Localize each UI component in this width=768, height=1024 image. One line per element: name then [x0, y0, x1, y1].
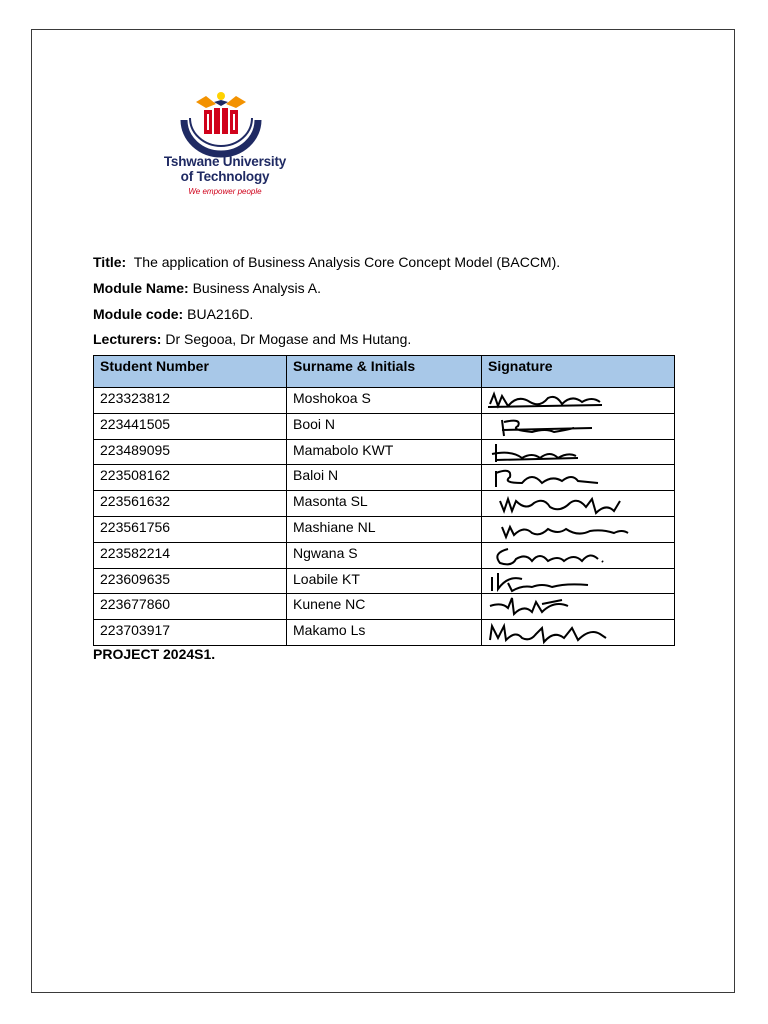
lecturers-line [93, 331, 411, 347]
signature-scribble [482, 620, 675, 646]
logo-wordmark [145, 154, 305, 184]
student-number-cell: 223677860 [94, 594, 287, 620]
student-number-cell: 223489095 [94, 439, 287, 465]
student-name-cell: Loabile KT [287, 568, 482, 594]
signature-cell [482, 439, 675, 465]
tut-emblem-icon [176, 88, 266, 158]
student-number-cell: 223609635 [94, 568, 287, 594]
student-name-cell: Ngwana S [287, 542, 482, 568]
signature-cell [482, 542, 675, 568]
title-value: The application of Business Analysis Core Concept Model (BACCM). [133, 254, 561, 270]
signature-cell [482, 413, 675, 439]
header-surname-initials: Surname & Initials [287, 356, 482, 388]
signature-cell [482, 516, 675, 542]
lecturers-value: Dr Segooa, Dr Mogase and Ms Hutang. [165, 331, 412, 347]
signature-scribble [482, 388, 675, 414]
table-row [94, 594, 675, 620]
signature-cell [482, 388, 675, 414]
project-footer: PROJECT 2024S1. [93, 646, 216, 662]
module-name-line [93, 280, 321, 296]
signature-scribble [482, 465, 675, 491]
student-name-cell: Mamabolo KWT [287, 439, 482, 465]
table-row [94, 620, 675, 646]
signature-scribble [482, 517, 675, 543]
signature-scribble [482, 594, 675, 620]
module-name-label: Module Name: [93, 280, 189, 296]
student-number-cell: 223441505 [94, 413, 287, 439]
student-table [93, 355, 675, 646]
module-code-label: Module code: [93, 306, 184, 322]
student-number-cell: 223703917 [94, 620, 287, 646]
signature-cell [482, 465, 675, 491]
university-logo [145, 88, 305, 203]
signature-cell [482, 620, 675, 646]
student-name-cell: Masonta SL [287, 491, 482, 517]
header-signature: Signature [482, 356, 675, 388]
student-number-cell: 223582214 [94, 542, 287, 568]
module-name-value: Business Analysis A. [192, 280, 321, 296]
logo-name-line1: Tshwane University [163, 154, 287, 169]
signature-scribble [482, 414, 675, 440]
title-label: Title: [93, 254, 127, 270]
table-row [94, 388, 675, 414]
student-name-cell: Makamo Ls [287, 620, 482, 646]
student-number-cell: 223561632 [94, 491, 287, 517]
table-row [94, 491, 675, 517]
signature-scribble [482, 491, 675, 517]
table-row [94, 542, 675, 568]
table-row [94, 568, 675, 594]
signature-cell [482, 568, 675, 594]
student-name-cell: Booi N [287, 413, 482, 439]
signature-cell [482, 594, 675, 620]
table-row [94, 439, 675, 465]
signature-scribble [482, 543, 675, 569]
signature-scribble [482, 440, 675, 466]
student-number-cell: 223508162 [94, 465, 287, 491]
logo-tagline: We empower people [188, 187, 262, 196]
module-code-line [93, 306, 253, 322]
student-number-cell: 223561756 [94, 516, 287, 542]
signature-scribble [482, 569, 675, 595]
student-name-cell: Baloi N [287, 465, 482, 491]
module-code-value: BUA216D. [187, 306, 254, 322]
logo-name-line2: of Technology [180, 169, 270, 184]
student-name-cell: Mashiane NL [287, 516, 482, 542]
student-number-cell: 223323812 [94, 388, 287, 414]
student-name-cell: Kunene NC [287, 594, 482, 620]
table-header-row [94, 356, 675, 388]
student-name-cell: Moshokoa S [287, 388, 482, 414]
signature-cell [482, 491, 675, 517]
lecturers-label: Lecturers: [93, 331, 162, 347]
table-row [94, 413, 675, 439]
title-line [93, 254, 560, 270]
header-student-number: Student Number [94, 356, 287, 388]
table-row [94, 465, 675, 491]
table-row [94, 516, 675, 542]
